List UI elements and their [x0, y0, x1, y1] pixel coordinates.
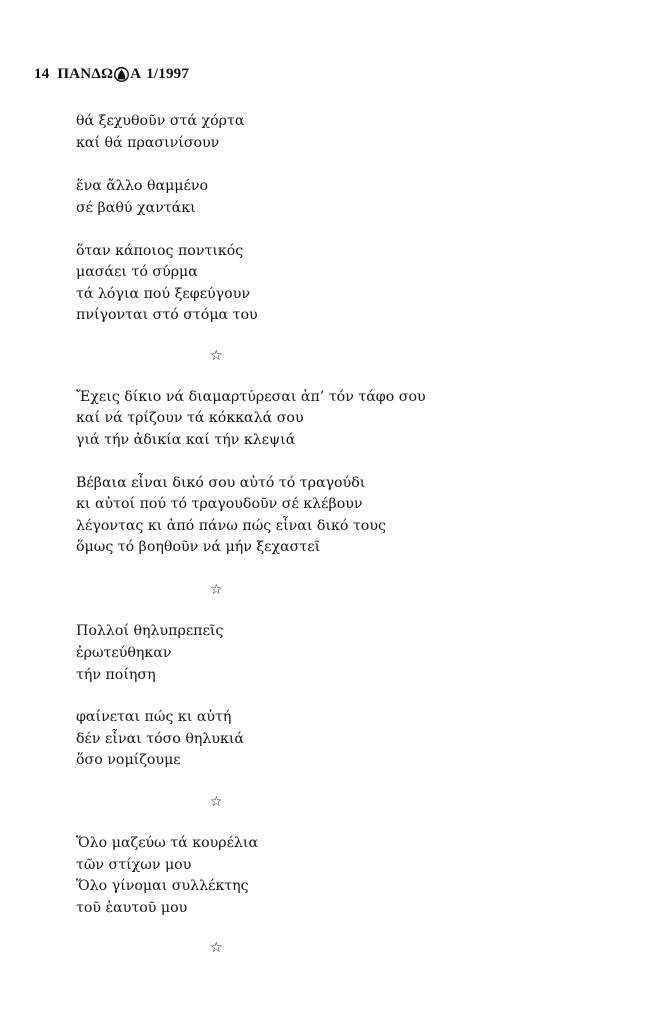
poem-line: ὅταν κάποιος ποντικός	[76, 243, 244, 259]
poem-line: δέν εἶναι τόσο θηλυκιά	[76, 731, 245, 747]
running-header	[34, 66, 189, 83]
poem-line: φαίνεται πώς κι αὐτή	[76, 709, 232, 725]
poem-line: ἕνα ἄλλο θαμμένο	[76, 178, 209, 194]
poem-line: καί θά πρασινίσουν	[76, 135, 220, 151]
flame-circle-icon	[114, 67, 129, 82]
poem-line: μασάει τό σύρμα	[76, 264, 198, 280]
journal-title-suffix: Α	[130, 66, 142, 82]
poem-line: σέ βαθύ χαντάκι	[76, 200, 196, 216]
poem-line: τήν ποίηση	[76, 667, 156, 683]
poem-line: ὅμως τό βοηθοῦν νά μήν ξεχαστεῖ	[76, 539, 321, 555]
poem-line: λέγοντας κι ἀπό πάνω πώς εἶναι δικό τους	[76, 518, 386, 534]
poem-line: θά ξεχυθοῦν στά χόρτα	[76, 113, 245, 129]
star-outline-icon: ☆	[210, 940, 223, 956]
poem-line: Ὅλο μαζεύω τά κουρέλια	[76, 835, 259, 851]
poem-line: γιά τήν ἀδικία καί τήν κλεψιά	[76, 432, 296, 448]
poem-line: τά λόγια πού ξεφεύγουν	[76, 286, 250, 302]
page-number: 14	[34, 66, 50, 82]
poem-line: ὅσο νομίζουμε	[76, 752, 181, 768]
star-outline-icon: ☆	[210, 348, 223, 364]
poem-line: κι αὐτοί πού τό τραγουδοῦν σέ κλέβουν	[76, 496, 363, 512]
poem-line: Ὅλο γίνομαι συλλέκτης	[76, 878, 249, 894]
star-outline-icon: ☆	[210, 582, 223, 598]
poem-line: ἐρωτεύθηκαν	[76, 645, 172, 661]
issue-number: 1/1997	[146, 66, 190, 82]
journal-title	[57, 66, 141, 83]
poem-line: καί νά τρίζουν τά κόκκαλά σου	[76, 410, 304, 426]
poem-line: Ἔχεις δίκιο νά διαμαρτύρεσαι ἀπ’ τόν τάφο σου	[76, 389, 426, 405]
poem-line: τοῦ ἑαυτοῦ μου	[76, 900, 188, 916]
star-outline-icon: ☆	[210, 794, 223, 810]
poem-line: τῶν στίχων μου	[76, 857, 192, 873]
poem-line: Βέβαια εἶναι δικό σου αὐτό τό τραγούδι	[76, 475, 366, 491]
journal-title-prefix: ΠΑΝΔΩ	[57, 66, 114, 82]
poem-line: πνίγονται στό στόμα του	[76, 307, 258, 323]
poem-line: Πολλοί θηλυπρεπεῖς	[76, 623, 224, 639]
